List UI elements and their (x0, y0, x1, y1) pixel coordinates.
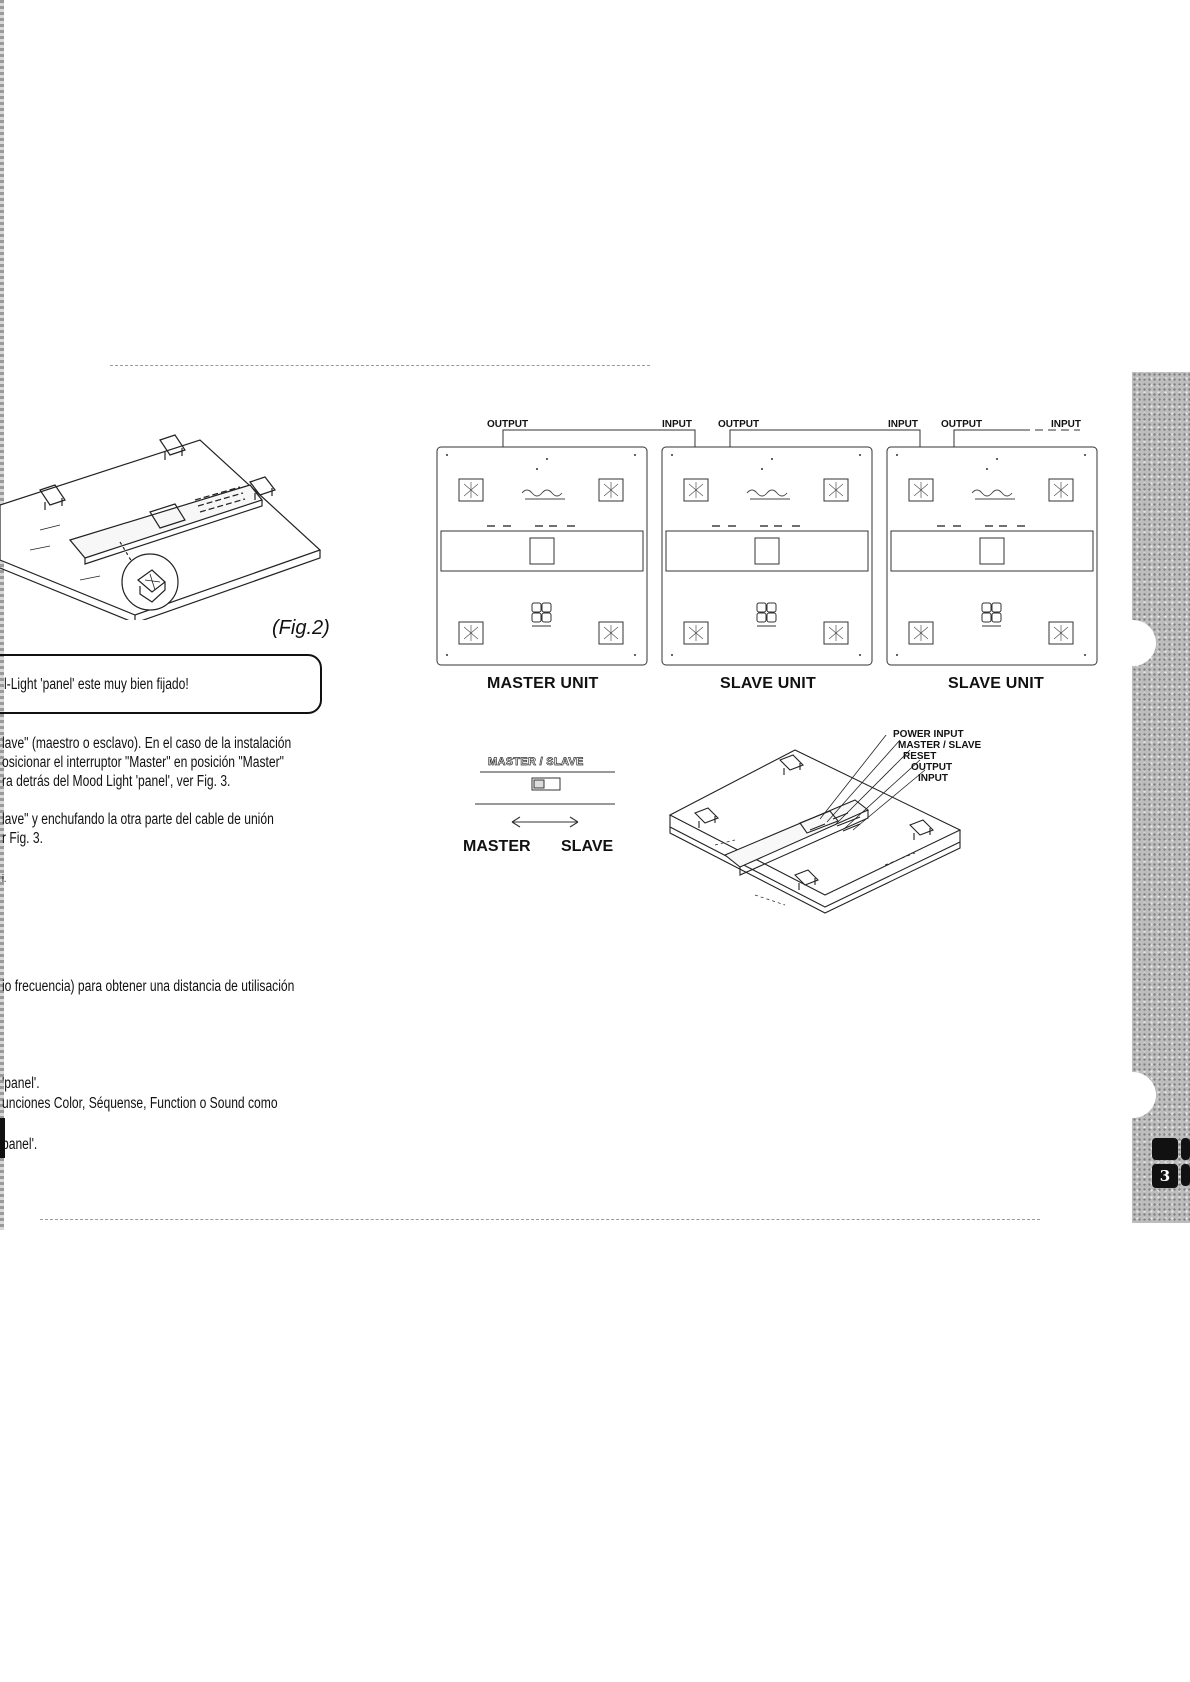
rear-label-input: INPUT (918, 773, 948, 784)
page-number-tab: 3 (1152, 1164, 1178, 1188)
switch-diagram (470, 770, 620, 830)
sensor-icon (1049, 622, 1073, 644)
switch-label-master: MASTER (463, 838, 531, 855)
port-label-input: INPUT (662, 419, 692, 430)
bottom-rule (40, 1219, 1040, 1220)
sensor-icon (824, 622, 848, 644)
rear-label-output: OUTPUT (911, 762, 953, 773)
binder-hole-top (1110, 620, 1156, 666)
paragraph-line: lave" y enchufando la otra parte del cable de unión (2, 811, 274, 828)
top-rule (110, 365, 650, 366)
paragraph-line: osicionar el interruptor "Master" en posición "Master" (2, 754, 284, 771)
port-label-input: INPUT (888, 419, 918, 430)
sensor-icon (909, 479, 933, 501)
switch-label-slave: SLAVE (561, 838, 614, 855)
paragraph-line: lave" (maestro o esclavo). En el caso de la instalación (2, 735, 292, 752)
unit-panels (437, 447, 1097, 665)
rear-label-master-slave: MASTER / SLAVE (898, 740, 982, 751)
sensor-icon (599, 622, 623, 644)
rear-label-reset: RESET (903, 751, 937, 762)
paragraph-line: unciones Color, Séquense, Function o Sound como (2, 1095, 278, 1112)
sensor-icon (1049, 479, 1073, 501)
unit-caption-slave: SLAVE UNIT (948, 675, 1044, 692)
index-tab-edge-lower (1181, 1164, 1190, 1186)
binder-hole-bottom (1110, 1072, 1156, 1118)
rear-label-power-input: POWER INPUT (893, 729, 964, 740)
sensor-icon (459, 479, 483, 501)
unit-panel (662, 447, 872, 665)
paragraph-line: io frecuencia) para obtener una distancia de utilisación (2, 978, 295, 995)
unit-caption-slave: SLAVE UNIT (720, 675, 816, 692)
double-arrow-icon (512, 817, 578, 827)
unit-caption-master: MASTER UNIT (487, 675, 599, 692)
sensor-icon (599, 479, 623, 501)
sensor-icon (684, 479, 708, 501)
sensor-icon (824, 479, 848, 501)
index-tab-edge (1181, 1138, 1190, 1160)
paragraph-line: i. (2, 873, 7, 885)
sensor-icon (684, 622, 708, 644)
port-label-output: OUTPUT (718, 419, 760, 430)
unit-panel (887, 447, 1097, 665)
sensor-icon (909, 622, 933, 644)
warning-note-text: l-Light 'panel' este muy bien fijado! (4, 676, 189, 693)
unit-panel (437, 447, 647, 665)
index-tab-marker (1152, 1138, 1178, 1160)
port-label-output: OUTPUT (941, 419, 983, 430)
port-label-input: INPUT (1051, 419, 1081, 430)
panel-mount-illustration (0, 430, 330, 620)
connection-diagram (430, 428, 1110, 668)
paragraph-line: r Fig. 3. (2, 830, 43, 847)
paragraph-line: 'panel'. (2, 1075, 40, 1092)
port-label-output: OUTPUT (487, 419, 529, 430)
figure-label: (Fig.2) (272, 617, 330, 639)
sensor-icon (459, 622, 483, 644)
paragraph-line: panel'. (2, 1136, 38, 1153)
paragraph-line: ra detrás del Mood Light 'panel', ver Fig. 3. (2, 773, 231, 790)
switch-title: MASTER / SLAVE (488, 756, 584, 768)
